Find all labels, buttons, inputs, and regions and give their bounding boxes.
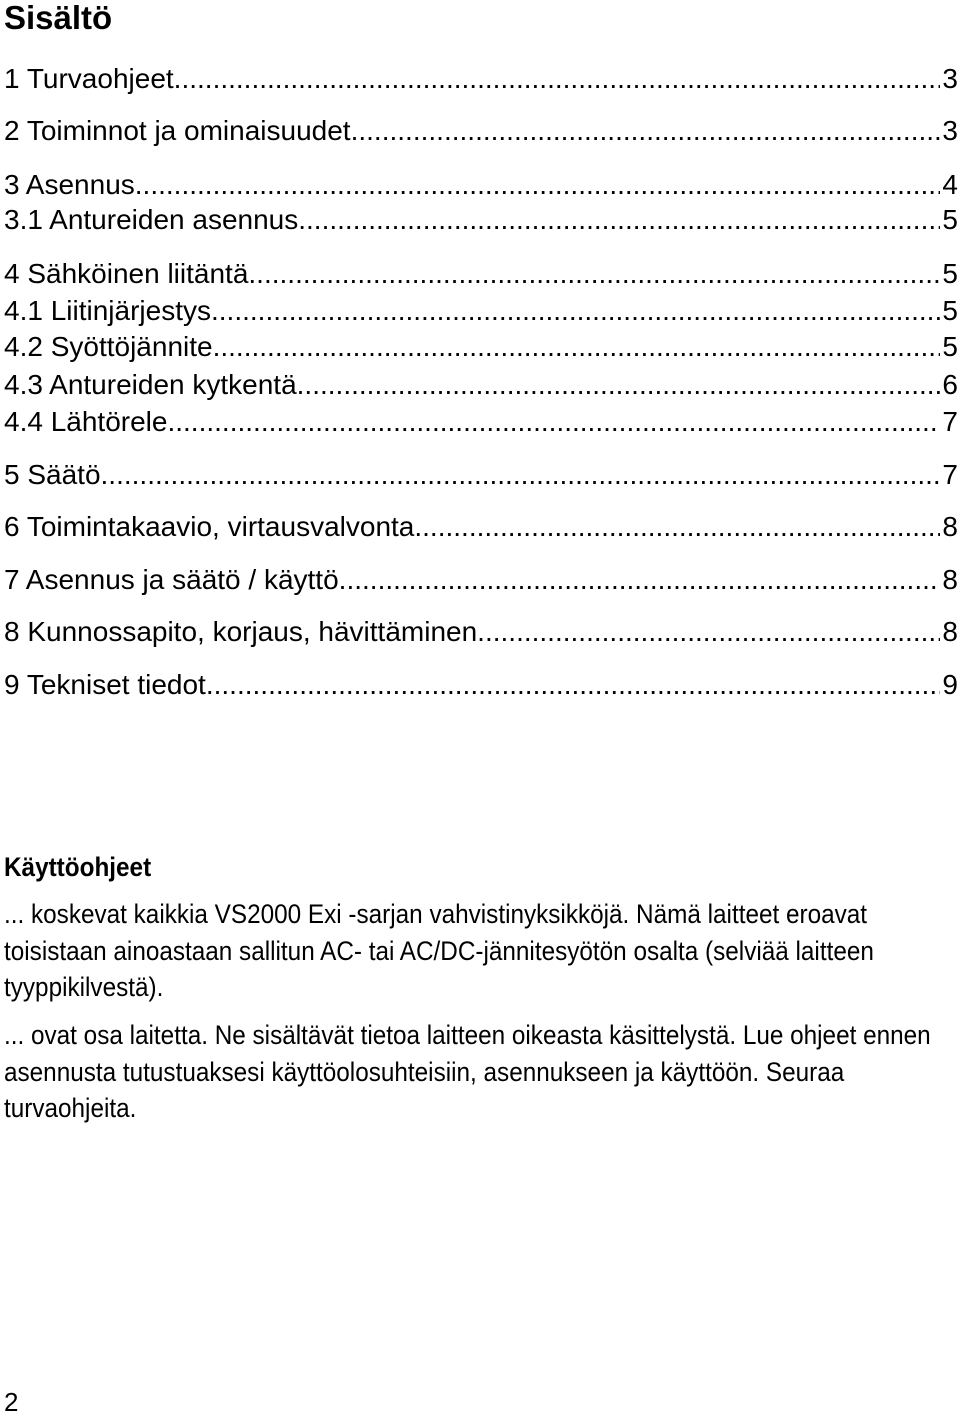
page-number: 2 [4, 1387, 19, 1417]
toc-entry [4, 458, 958, 492]
toc-entry-page: 5 [942, 295, 958, 326]
toc-entry-label: 2 Toiminnot ja ominaisuudet [4, 115, 351, 146]
toc-entry-page: 3 [942, 63, 958, 94]
toc-entry [4, 294, 958, 328]
toc-entry-label: 6 Toimintakaavio, virtausvalvonta [4, 511, 415, 542]
toc-entry-label: 4.2 Syöttöjännite [4, 331, 213, 362]
toc-entry-page: 3 [942, 115, 958, 146]
toc-entry-page: 9 [942, 669, 958, 700]
toc-leader-dots [298, 203, 940, 237]
toc-leader-dots [206, 668, 941, 702]
toc-entry-page: 7 [942, 406, 958, 437]
toc-entry-page: 5 [942, 204, 958, 235]
toc-entry [4, 510, 958, 544]
toc-entry [4, 405, 958, 439]
toc-entry [4, 114, 958, 148]
toc-entry [4, 563, 958, 597]
toc-entry-page: 8 [942, 511, 958, 542]
toc-leader-dots [339, 563, 941, 597]
toc-entry-label: 4 Sähköinen liitäntä [4, 258, 249, 289]
toc-entry-label: 5 Säätö [4, 459, 101, 490]
toc-entry [4, 330, 958, 364]
toc-leader-dots [477, 615, 940, 649]
toc-entry-label: 9 Tekniset tiedot [4, 669, 206, 700]
toc-entry-label: 1 Turvaohjeet [4, 63, 174, 94]
toc-leader-dots [135, 168, 941, 202]
toc-leader-dots [297, 368, 941, 402]
toc-leader-dots [211, 294, 940, 328]
toc-entry-label: 3.1 Antureiden asennus [4, 204, 299, 235]
toc-leader-dots [213, 330, 941, 364]
toc-entry [4, 615, 958, 649]
toc-entry-label: 4.4 Lähtörele [4, 406, 168, 437]
instructions-paragraph: ... ovat osa laitetta. Ne sisältävät tietoa laitteen oikeasta käsittelystä. Lue ohjeet ennen asennusta tutustuaksesi käyttöolosuhteisiin, asennukseen ja käyttöön. Seuraa turvaohjeita. [4, 1020, 931, 1123]
toc-entry [4, 668, 958, 702]
toc-entry-page: 4 [942, 169, 958, 200]
toc-entry-page: 6 [942, 369, 958, 400]
toc-entry-label: 7 Asennus ja säätö / käyttö [4, 564, 339, 595]
instructions-paragraph: ... koskevat kaikkia VS2000 Exi -sarjan vahvistinyksikköjä. Nämä laitteet eroavat toisistaan ainoastaan sallitun AC- tai AC/DC-jännitesyötön osalta (selviää laitteen tyyppikilvestä). [4, 899, 874, 1002]
toc-leader-dots [414, 510, 940, 544]
toc-leader-dots [248, 257, 940, 291]
toc-entry-label: 4.3 Antureiden kytkentä [4, 369, 297, 400]
toc-leader-dots [101, 458, 941, 492]
toc-entry-page: 7 [942, 459, 958, 490]
toc-entry [4, 203, 958, 237]
toc-leader-dots [174, 62, 941, 96]
toc-entry [4, 62, 958, 96]
toc-entry-label: 4.1 Liitinjärjestys [4, 295, 211, 326]
toc-entry-page: 8 [942, 564, 958, 595]
toc-entry-label: 3 Asennus [4, 169, 135, 200]
toc-entry [4, 168, 958, 202]
toc-entry [4, 257, 958, 291]
toc-entry-label: 8 Kunnossapito, korjaus, hävittäminen [4, 616, 478, 647]
toc-entry-page: 8 [942, 616, 958, 647]
toc-leader-dots [167, 405, 940, 439]
toc-entry-page: 5 [942, 331, 958, 362]
toc-leader-dots [351, 114, 941, 148]
toc-entry [4, 368, 958, 402]
page-title: Sisältö [4, 0, 113, 36]
instructions-heading: Käyttöohjeet [4, 852, 152, 882]
toc-entry-page: 5 [942, 258, 958, 289]
